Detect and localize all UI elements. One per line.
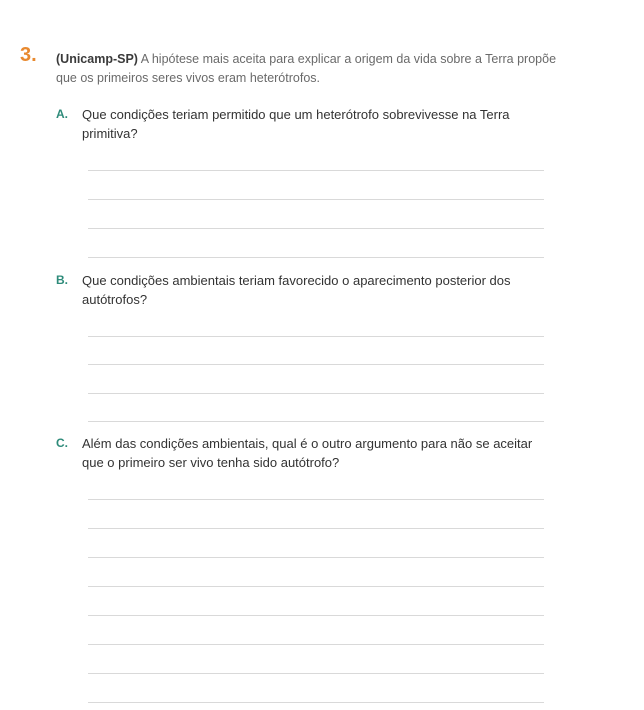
item-letter: C. (56, 436, 68, 450)
answer-line[interactable] (88, 644, 544, 645)
answer-line[interactable] (88, 702, 544, 703)
item-c (56, 434, 556, 472)
item-text: Que condições ambientais teriam favorecido o aparecimento posterior dos autótrofos? (82, 273, 511, 307)
answer-line[interactable] (88, 615, 544, 616)
answer-line[interactable] (88, 557, 544, 558)
answer-line[interactable] (88, 528, 544, 529)
answer-line[interactable] (88, 170, 544, 171)
answer-line[interactable] (88, 199, 544, 200)
item-letter: B. (56, 273, 68, 287)
answer-line[interactable] (88, 336, 544, 337)
item-text: Que condições teriam permitido que um heterótrofo sobrevivesse na Terra primitiva? (82, 107, 510, 141)
answer-line[interactable] (88, 228, 544, 229)
item-b (56, 271, 556, 309)
answer-line[interactable] (88, 257, 544, 258)
item-a (56, 105, 556, 143)
answer-line[interactable] (88, 393, 544, 394)
question-number: 3. (20, 44, 37, 66)
answer-line[interactable] (88, 364, 544, 365)
question-source: (Unicamp-SP) (56, 52, 138, 66)
question-stem-text: A hipótese mais aceita para explicar a origem da vida sobre a Terra propõe que os primeiros seres vivos eram heterótrofos. (56, 52, 557, 85)
answer-line[interactable] (88, 499, 544, 500)
answer-line[interactable] (88, 421, 544, 422)
question-stem (56, 50, 576, 88)
answer-line[interactable] (88, 673, 544, 674)
item-letter: A. (56, 107, 68, 121)
answer-line[interactable] (88, 586, 544, 587)
item-text: Além das condições ambientais, qual é o outro argumento para não se aceitar que o primeiro ser vivo tenha sido autótrofo? (82, 436, 533, 470)
